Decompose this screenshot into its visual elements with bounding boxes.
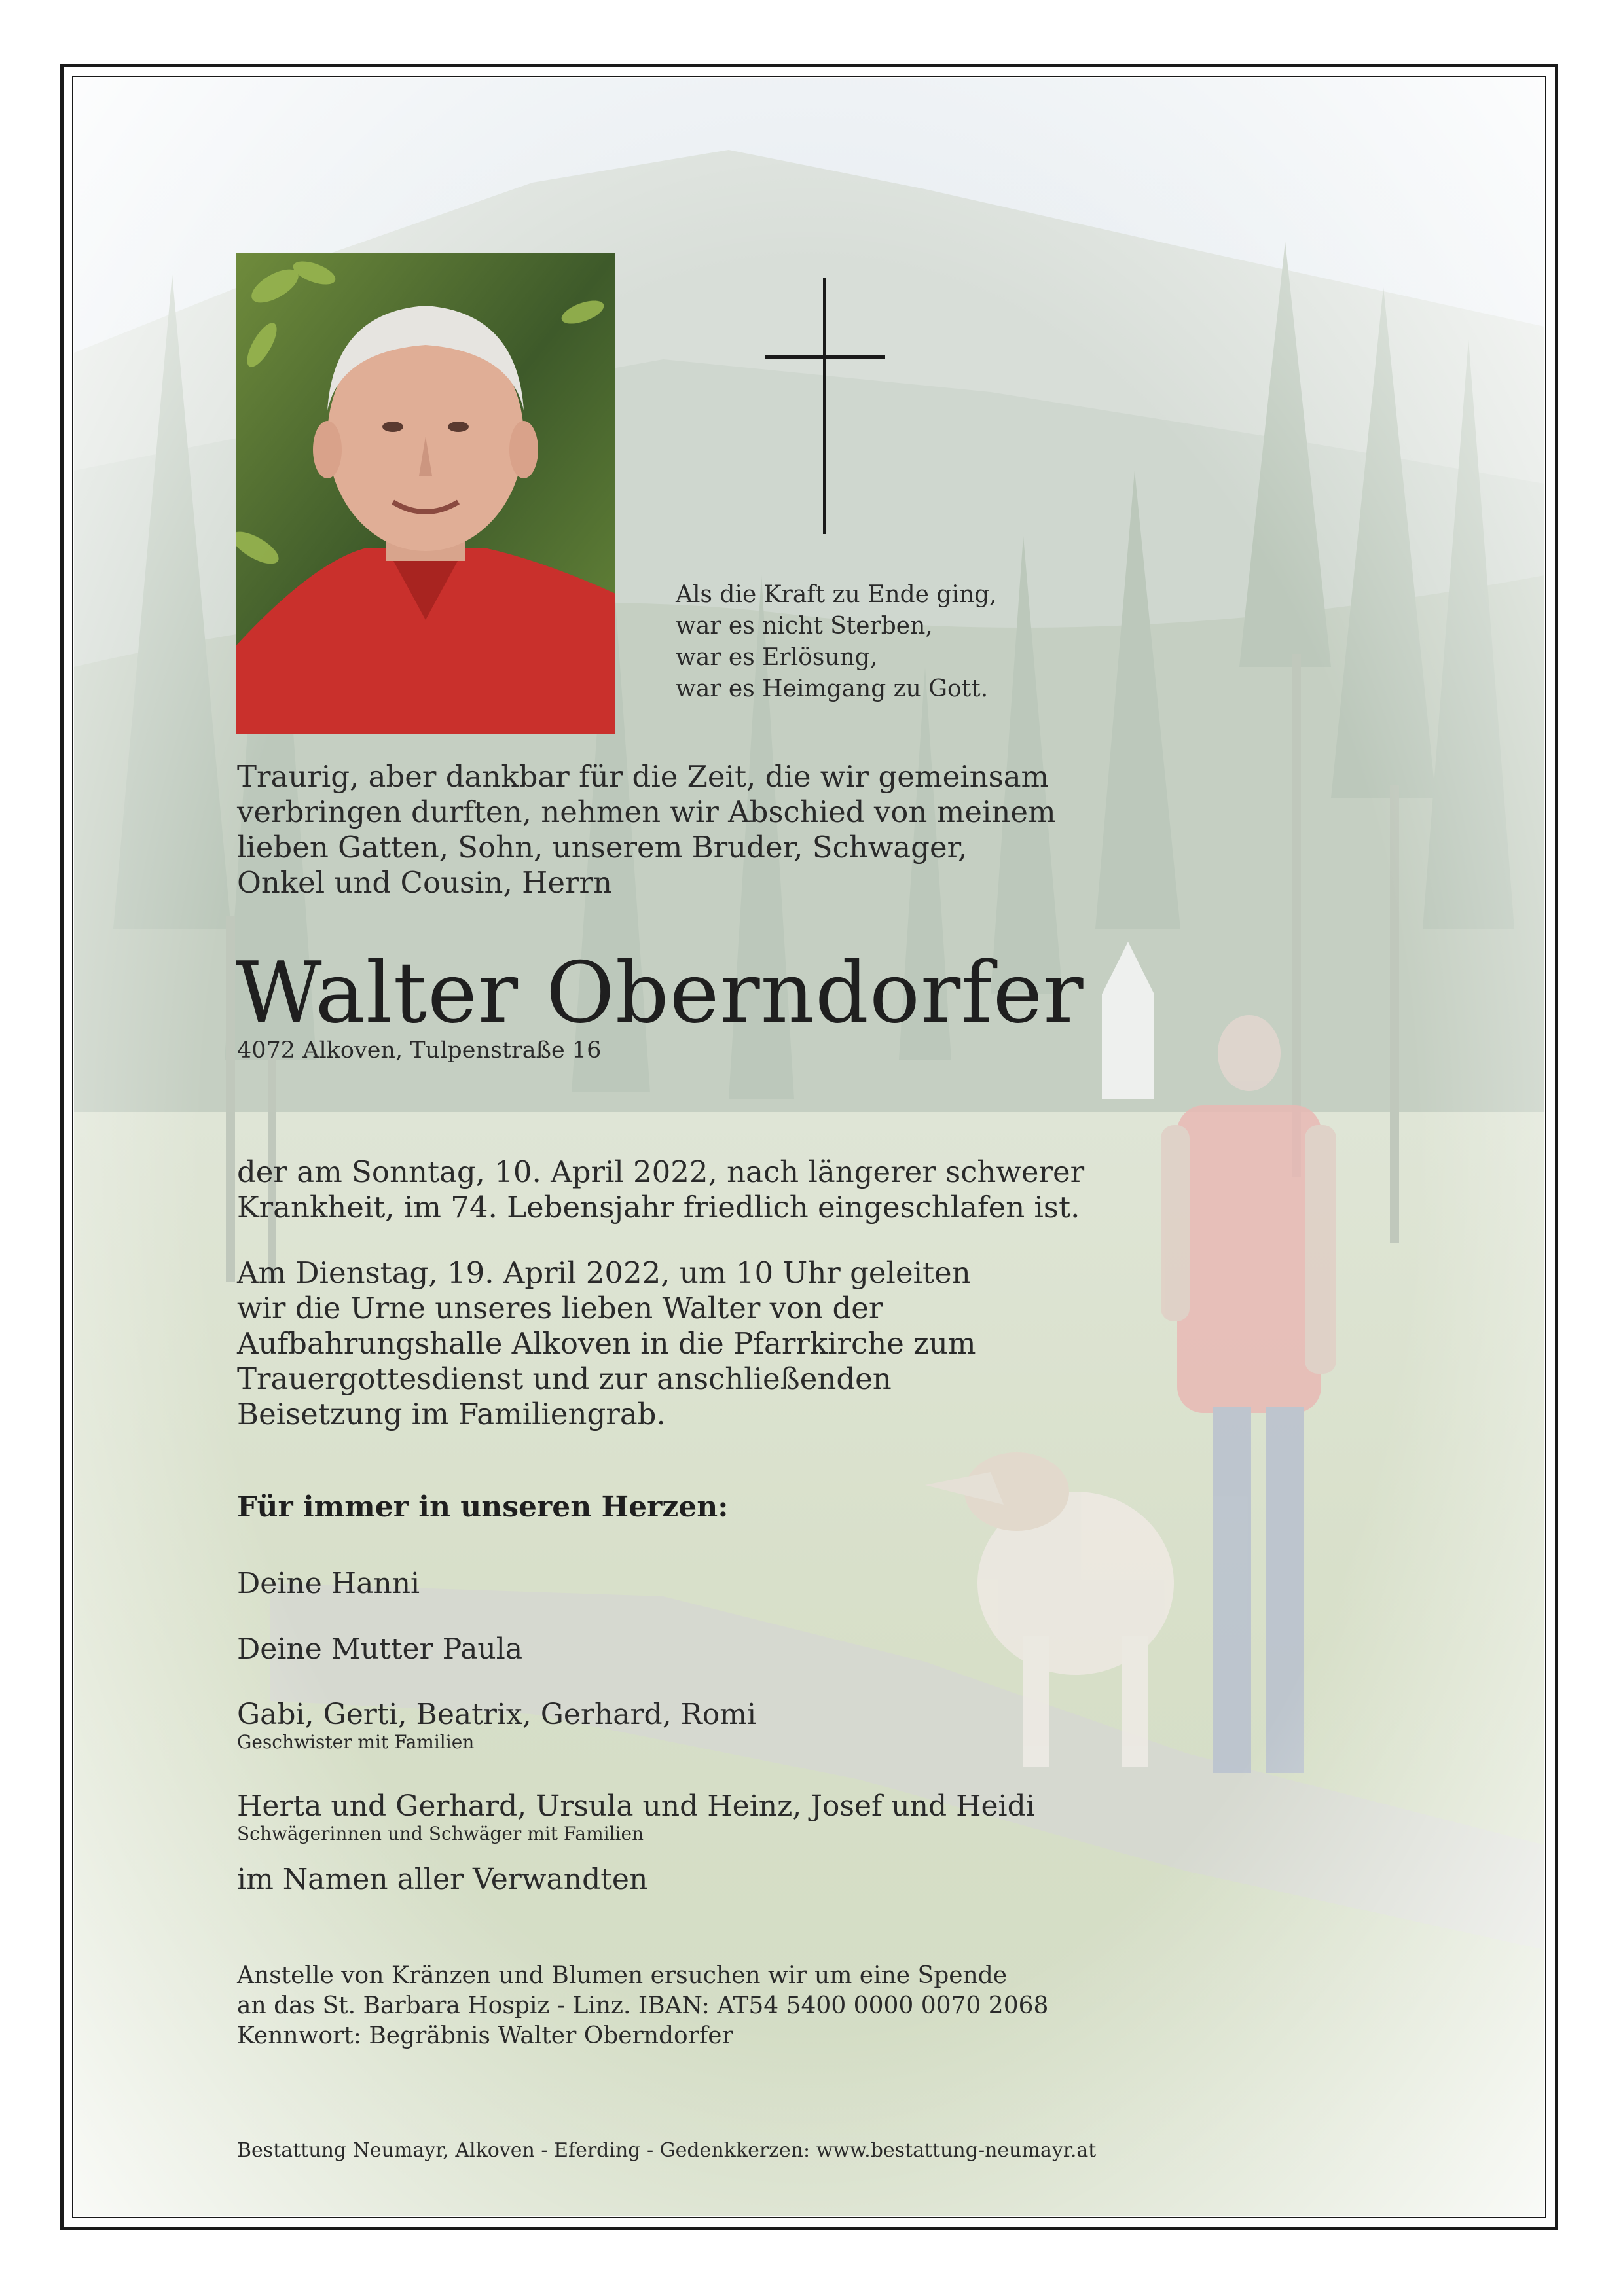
deceased-address: 4072 Alkoven, Tulpenstraße 16 — [237, 1037, 602, 1064]
mourner-entry — [237, 1789, 1035, 1844]
donation-line: Anstelle von Kränzen und Blumen ersuchen wir um eine Spende — [237, 1962, 1008, 1989]
mourner-name: Gabi, Gerti, Beatrix, Gerhard, Romi — [237, 1698, 757, 1731]
poem-line: war es nicht Sterben, — [676, 613, 933, 639]
funeral-notice-line: Trauergottesdienst und zur anschließenden — [237, 1361, 892, 1396]
mourner-entry — [237, 1632, 522, 1666]
footer-text: Bestattung Neumayr, Alkoven - Eferding - Gedenkkerzen: www.bestattung-neumayr.at — [237, 2139, 1097, 2162]
donation-line: an das St. Barbara Hospiz - Linz. IBAN: AT54 5400 0000 0070 2068 — [237, 1992, 1049, 2019]
funeral-notice-line: Aufbahrungshalle Alkoven in die Pfarrkirche zum — [237, 1326, 976, 1361]
donation-notice — [237, 1961, 1048, 2051]
donation-line: Kennwort: Begräbnis Walter Oberndorfer — [237, 2022, 733, 2049]
mourners-heading: Für immer in unseren Herzen: — [237, 1490, 729, 1524]
death-notice-line: der am Sonntag, 10. April 2022, nach längerer schwerer — [237, 1155, 1085, 1189]
mourner-note: Schwägerinnen und Schwäger mit Familien — [237, 1823, 644, 1844]
deceased-name: Walter Oberndorfer — [236, 944, 1084, 1042]
death-notice-line: Krankheit, im 74. Lebensjahr friedlich eingeschlafen ist. — [237, 1190, 1080, 1225]
funeral-notice-line: Beisetzung im Familiengrab. — [237, 1397, 666, 1431]
intro-line: lieben Gatten, Sohn, unserem Bruder, Schwager, — [237, 830, 968, 865]
intro-line: verbringen durften, nehmen wir Abschied von meinem — [237, 795, 1056, 829]
poem — [676, 579, 997, 705]
poem-line: war es Heimgang zu Gott. — [676, 675, 989, 702]
mourner-entry — [237, 1698, 756, 1753]
mourner-entry — [237, 1863, 647, 1897]
mourner-entry — [237, 1567, 420, 1601]
death-notice — [237, 1155, 1084, 1225]
mourner-name: Deine Mutter Paula — [237, 1632, 523, 1666]
intro-line: Traurig, aber dankbar für die Zeit, die wir gemeinsam — [237, 759, 1049, 794]
funeral-notice-line: wir die Urne unseres lieben Walter von der — [237, 1291, 883, 1325]
portrait-photo — [236, 253, 615, 734]
cross-icon — [765, 278, 885, 534]
mourner-name: Deine Hanni — [237, 1567, 420, 1600]
intro-line: Onkel und Cousin, Herrn — [237, 865, 613, 900]
mourner-name: im Namen aller Verwandten — [237, 1863, 648, 1896]
funeral-notice — [237, 1255, 976, 1432]
poem-line: Als die Kraft zu Ende ging, — [676, 581, 997, 608]
funeral-notice-line: Am Dienstag, 19. April 2022, um 10 Uhr geleiten — [237, 1255, 971, 1290]
mourner-name: Herta und Gerhard, Ursula und Heinz, Josef und Heidi — [237, 1789, 1035, 1823]
poem-line: war es Erlösung, — [676, 644, 878, 671]
intro-text — [237, 759, 1056, 901]
mourner-note: Geschwister mit Familien — [237, 1731, 475, 1753]
